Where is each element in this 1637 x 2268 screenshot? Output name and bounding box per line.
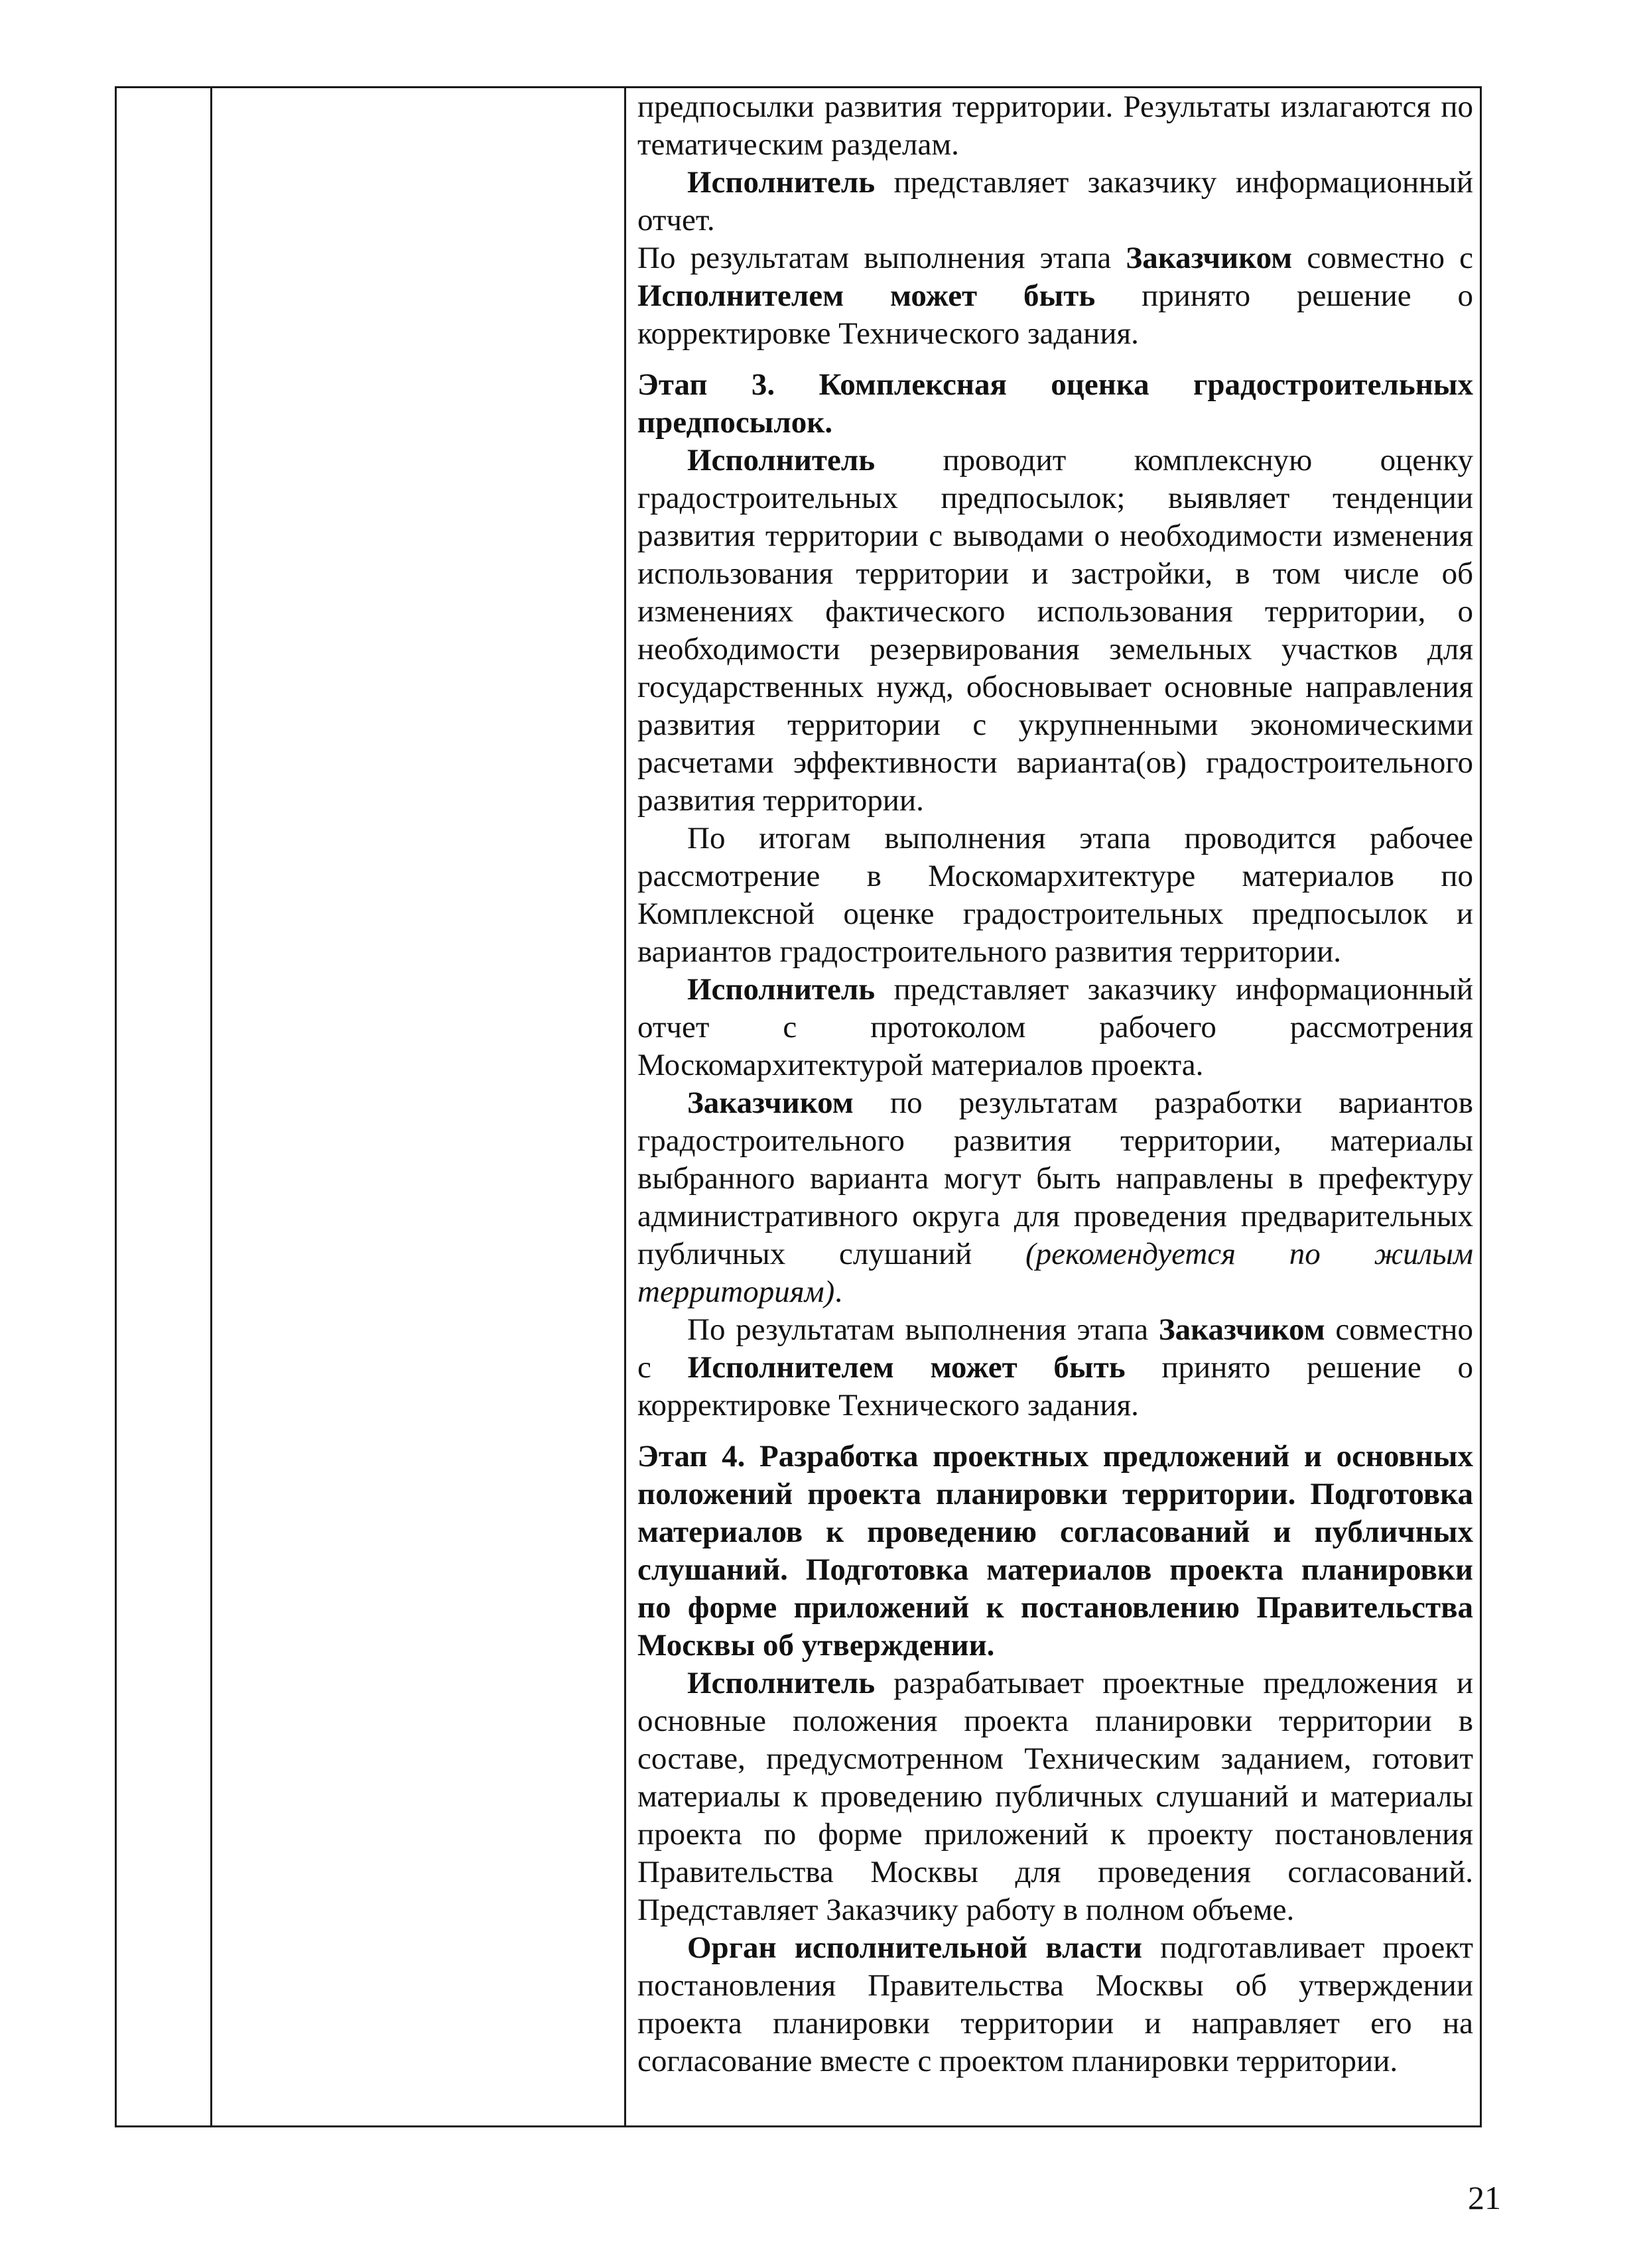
stage-3-paragraph-2: По итогам выполнения этапа проводится рабочее рассмотрение в Москомархитектуре материалов по Комплексной оценке градостроительных предпосылок и вариантов градостроительного развития территории. bbox=[637, 821, 1473, 969]
content-cell bbox=[637, 88, 1473, 2080]
document-table bbox=[115, 86, 1482, 2127]
stage-3-paragraph-3: Исполнитель представляет заказчику информационный отчет с протоколом рабочего рассмотрения Москомархитектурой материалов проекта. bbox=[637, 972, 1473, 1082]
paragraph-continuation: предпосылки развития территории. Результаты излагаются по тематическим разделам. bbox=[637, 90, 1473, 162]
paragraph-decision: По результатам выполнения этапа Заказчиком совместно с Исполнителем может быть принято решение о корректировке Технического задания. bbox=[637, 241, 1473, 351]
column-divider-1 bbox=[210, 88, 212, 2125]
stage-3-title: Этап 3. Комплексная оценка градостроительных предпосылок. bbox=[637, 367, 1473, 440]
stage-3-paragraph-1: Исполнитель проводит комплексную оценку градостроительных предпосылок; выявляет тенденции развития территории с выводами о необходимости изменения использования территории и застройки, в том числе об изменениях фактического использования территории, о необходимости резервирования земельных участков для государственных нужд, обосновывает основные направления развития территории с укрупненными экономическими расчетами эффективности варианта(ов) градостроительного развития территории. bbox=[637, 443, 1473, 818]
stage-4-paragraph-2: Орган исполнительной власти подготавливает проект постановления Правительства Москвы об утверждении проекта планировки территории и направляет его на согласование вместе с проектом планировки территории. bbox=[637, 1930, 1474, 2078]
stage-3-paragraph-4: Заказчиком по результатам разработки вариантов градостроительного развития территории, материалы выбранного варианта могут быть направлены в префектуру административного округа для проведения предварительных публичных слушаний (рекомендуется по жилым территориям). bbox=[637, 1086, 1473, 1309]
stage-3-paragraph-5: По результатам выполнения этапа Заказчиком совместно с Исполнителем может быть принято решение о корректировке Технического задания. bbox=[637, 1312, 1474, 1422]
stage-4-title: Этап 4. Разработка проектных предложений и основных положений проекта планировки территории. Подготовка материалов к проведению согласований и публичных слушаний. Подготовка материалов проекта планировки по форме приложений к постановлению Правительства Москвы об утверждении. bbox=[637, 1439, 1473, 1663]
paragraph-report: Исполнитель представляет заказчику информационный отчет. bbox=[637, 165, 1473, 237]
stage-4-paragraph-1: Исполнитель разрабатывает проектные предложения и основные положения проекта планировки территории в составе, предусмотренном Техническим заданием, готовит материалы к проведению публичных слушаний и материалы проекта по форме приложений к проекту постановления Правительства Москвы для проведения согласований. Представляет Заказчику работу в полном объеме. bbox=[637, 1666, 1473, 1927]
column-divider-2 bbox=[624, 88, 626, 2125]
page-number: 21 bbox=[1468, 2179, 1501, 2216]
